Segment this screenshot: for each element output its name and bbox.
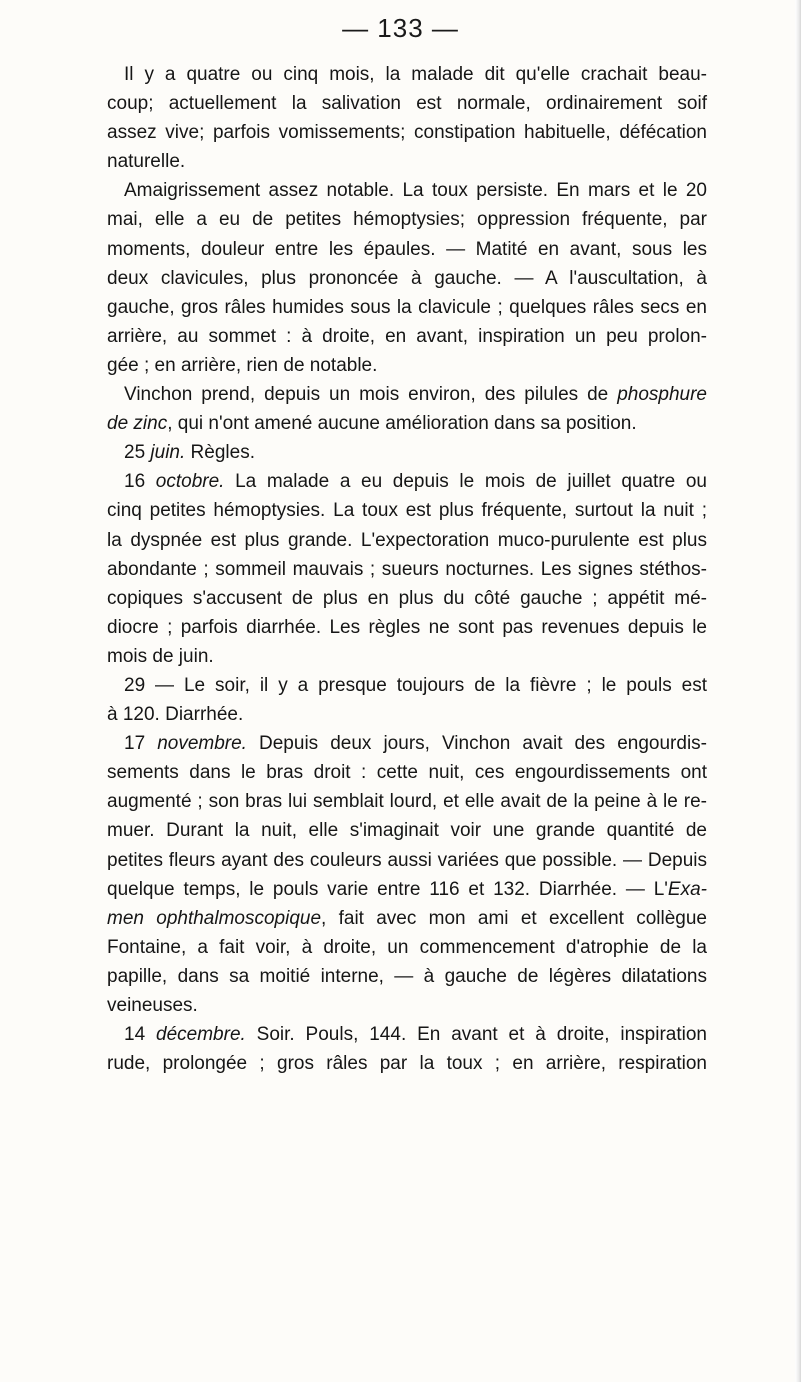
text-line xyxy=(107,526,707,555)
text-line xyxy=(107,60,707,89)
text-line xyxy=(107,584,707,613)
line-text: mai, elle a eu de petites hémoptysies; oppression fréquente, par xyxy=(107,209,707,231)
text-line xyxy=(107,642,707,671)
line-text: rude, prolongée ; gros râles par la toux ; en arrière, respiration xyxy=(107,1053,707,1075)
text-line xyxy=(107,380,707,409)
text-line xyxy=(107,846,707,875)
line-text: gauche, gros râles humides sous la clavicule ; quelques râles secs en xyxy=(107,296,707,318)
line-text: 16 xyxy=(124,471,156,493)
text-line xyxy=(107,671,707,700)
line-text: la dyspnée est plus grande. L'expectoration muco-purulente est plus xyxy=(107,529,707,551)
italic-text: juin. xyxy=(150,442,186,464)
line-text: sements dans le bras droit : cette nuit, ces engourdissements ont xyxy=(107,762,707,784)
text-line xyxy=(107,904,707,933)
text-line xyxy=(107,235,707,264)
line-text: naturelle. xyxy=(107,151,186,173)
italic-text: Exa- xyxy=(667,878,707,900)
line-text: coup; actuellement la salivation est normale, ordinairement soif xyxy=(107,93,707,115)
text-line xyxy=(107,147,707,176)
italic-text: de zinc xyxy=(107,413,168,435)
page-number: — 133 — xyxy=(342,13,459,43)
line-text: veineuses. xyxy=(107,995,198,1016)
text-line xyxy=(107,205,707,234)
text-line xyxy=(107,264,707,293)
text-line xyxy=(107,118,707,147)
line-text: Fontaine, a fait voir, à droite, un commencement d'atrophie de la xyxy=(107,936,707,958)
line-text: quelque temps, le pouls varie entre 116 et 132. Diarrhée. — L' xyxy=(107,878,668,900)
line-text: abondante ; sommeil mauvais ; sueurs nocturnes. Les signes stéthos- xyxy=(107,558,707,580)
text-line xyxy=(107,409,707,438)
line-text: , qui n'ont amené aucune amélioration dans sa position. xyxy=(167,413,637,435)
text-line xyxy=(107,438,707,467)
text-line xyxy=(107,555,707,584)
line-text: assez vive; parfois vomissements; constipation habituelle, défécation xyxy=(107,122,707,144)
line-text: papille, dans sa moitié interne, — à gauche de légères dilatations xyxy=(107,965,707,987)
line-text: Il y a quatre ou cinq mois, la malade dit qu'elle crachait beau- xyxy=(124,64,707,85)
text-line xyxy=(107,496,707,525)
text-line xyxy=(107,700,707,729)
line-text: Depuis deux jours, Vinchon avait des engourdis- xyxy=(246,733,707,755)
text-line xyxy=(107,816,707,845)
text-line xyxy=(107,351,707,380)
line-text: gée ; en arrière, rien de notable. xyxy=(107,354,378,376)
line-text: copiques s'accusent de plus en plus du côté gauche ; appétit mé- xyxy=(107,587,707,609)
line-text: 17 xyxy=(124,733,158,755)
line-text: arrière, au sommet : à droite, en avant, inspiration un peu prolon- xyxy=(107,325,707,347)
line-text: 29 — Le soir, il y a presque toujours de la fièvre ; le pouls est xyxy=(124,674,707,696)
line-text: petites fleurs ayant des couleurs aussi variées que possible. — Depuis xyxy=(107,849,707,871)
text-line xyxy=(107,758,707,787)
text-line xyxy=(107,322,707,351)
line-text: à 120. Diarrhée. xyxy=(107,704,244,726)
text-line xyxy=(107,1049,707,1078)
line-text: cinq petites hémoptysies. La toux est plus fréquente, surtout la nuit ; xyxy=(107,500,707,522)
text-line xyxy=(107,176,707,205)
line-text: Amaigrissement assez notable. La toux persiste. En mars et le 20 xyxy=(124,180,707,202)
text-line xyxy=(107,991,707,1020)
line-text: mois de juin. xyxy=(107,645,214,667)
text-line xyxy=(107,962,707,991)
body-text xyxy=(107,60,707,1078)
scan-edge-shadow xyxy=(795,0,801,1382)
text-line xyxy=(107,787,707,816)
line-text: Soir. Pouls, 144. En avant et à droite, inspiration xyxy=(245,1024,707,1046)
italic-text: men ophthalmoscopique xyxy=(107,907,322,929)
line-text: Règles. xyxy=(185,442,255,464)
line-text: 25 xyxy=(124,442,151,464)
line-text: augmenté ; son bras lui semblait lourd, et elle avait de la peine à le re- xyxy=(107,791,707,813)
text-line xyxy=(107,89,707,118)
text-line xyxy=(107,729,707,758)
text-line xyxy=(107,293,707,322)
italic-text: novembre. xyxy=(157,733,247,755)
text-line xyxy=(107,875,707,904)
italic-text: phosphure xyxy=(617,384,707,406)
line-text: deux clavicules, plus prononcée à gauche. — A l'auscultation, à xyxy=(107,267,707,289)
line-text: La malade a eu depuis le mois de juillet quatre ou xyxy=(224,471,707,493)
text-line xyxy=(107,933,707,962)
line-text: muer. Durant la nuit, elle s'imaginait voir une grande quantité de xyxy=(107,820,707,842)
italic-text: décembre. xyxy=(156,1024,246,1046)
line-text: , fait avec mon ami et excellent collègue xyxy=(321,907,707,929)
text-line xyxy=(107,467,707,496)
italic-text: octobre. xyxy=(155,471,225,493)
line-text: Vinchon prend, depuis un mois environ, des pilules de xyxy=(124,384,618,406)
text-line xyxy=(107,613,707,642)
line-text: moments, douleur entre les épaules. — Matité en avant, sous les xyxy=(107,238,707,260)
text-line xyxy=(107,1020,707,1049)
line-text: diocre ; parfois diarrhée. Les règles ne sont pas revenues depuis le xyxy=(107,616,707,638)
line-text: 14 xyxy=(124,1024,157,1046)
